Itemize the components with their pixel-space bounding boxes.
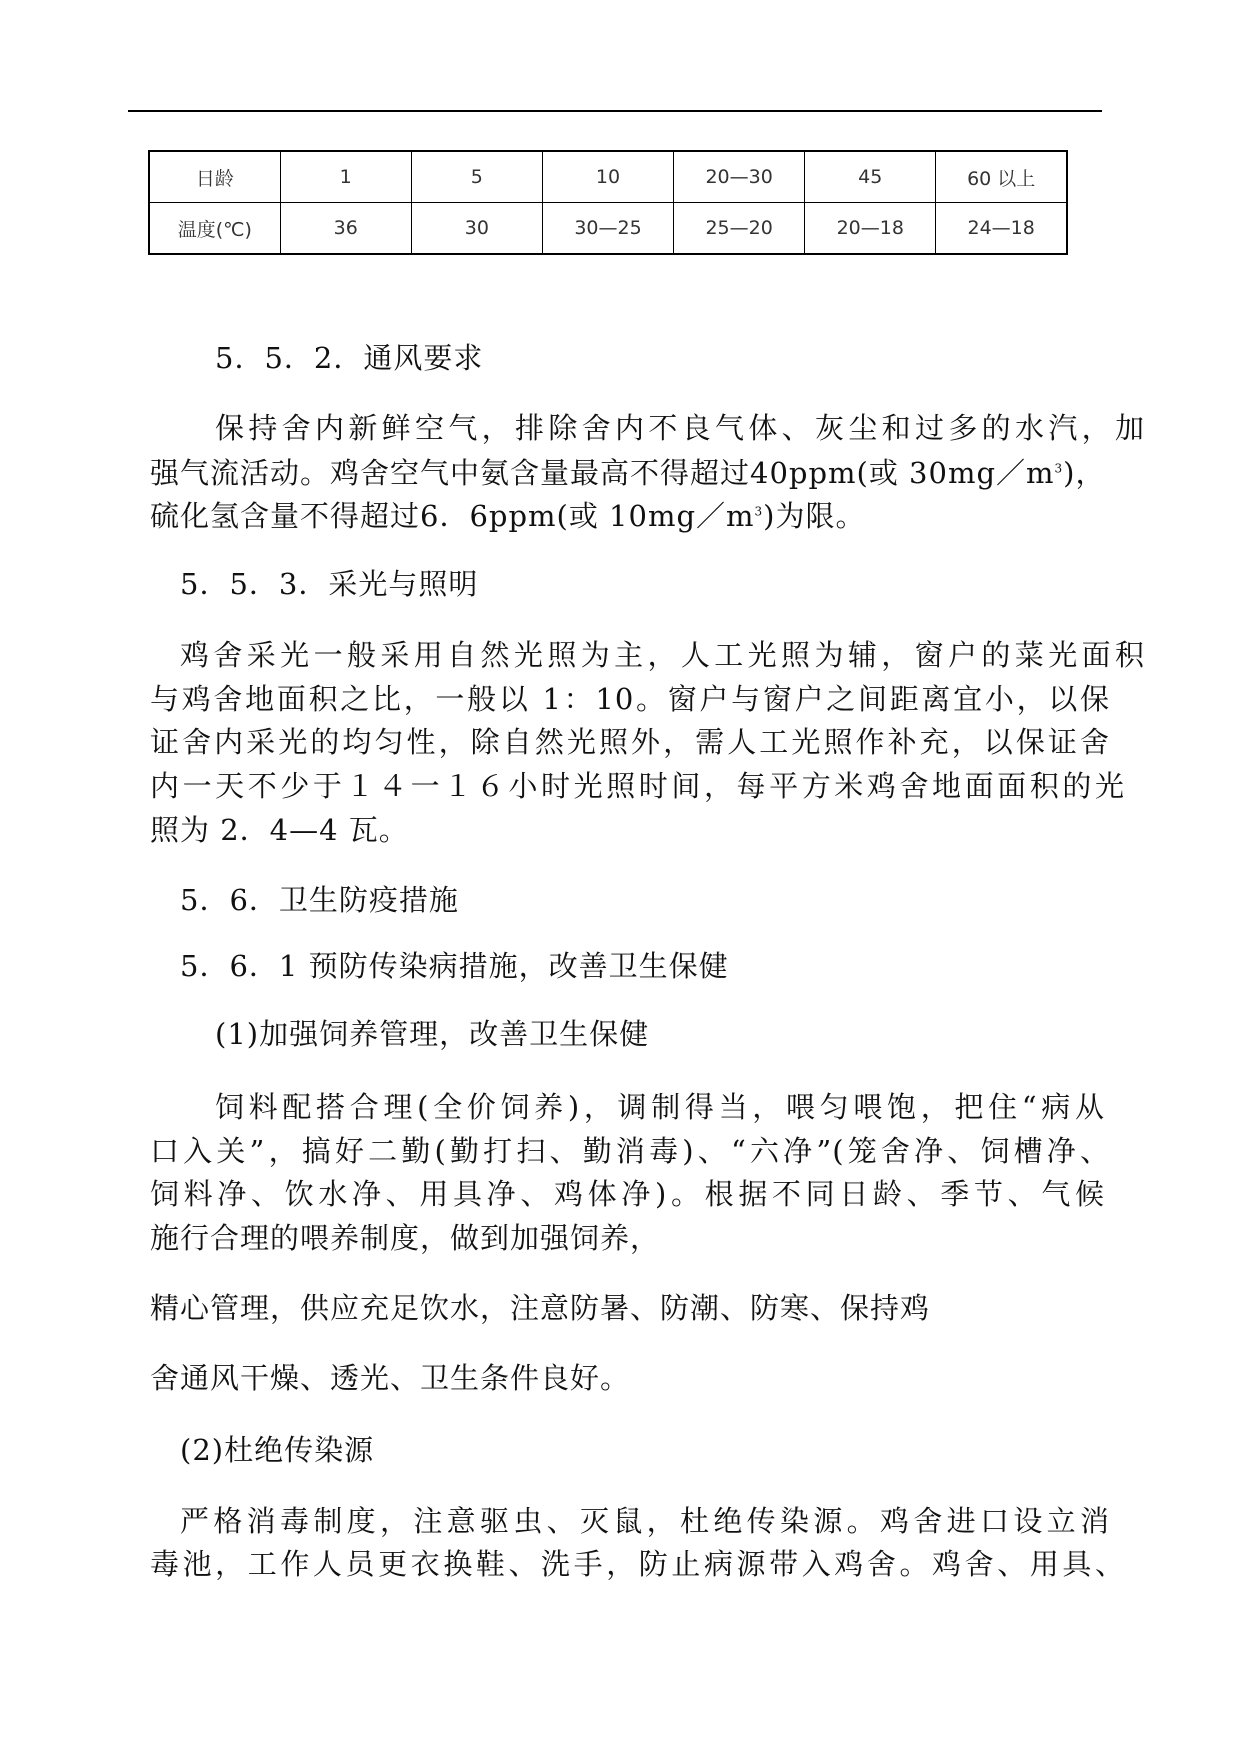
header-rule <box>128 110 1102 112</box>
superscript: 3 <box>754 504 764 519</box>
table-cell: 24—18 <box>936 203 1067 255</box>
section-heading-5-5-2: 5．5．2．通风要求 <box>215 341 484 375</box>
table-cell: 日龄 <box>149 151 280 203</box>
table-cell: 20—30 <box>674 151 805 203</box>
table-cell: 5 <box>411 151 542 203</box>
table-cell: 45 <box>805 151 936 203</box>
table-cell: 36 <box>280 203 411 255</box>
paragraph-line: 内一天不少于１４一１６小时光照时间，每平方米鸡舍地面面积的光 <box>150 769 1125 803</box>
paragraph-line: 精心管理，供应充足饮水，注意防暑、防潮、防寒、保持鸡 <box>150 1291 931 1325</box>
text-run: )， <box>1063 456 1106 490</box>
paragraph-line: 舍通风干燥、透光、卫生条件良好。 <box>150 1361 631 1395</box>
paragraph-line: 饲料净、饮水净、用具净、鸡体净)。根据不同日龄、季节、气候 <box>150 1177 1105 1211</box>
table-row <box>149 203 1067 255</box>
table-cell: 1 <box>280 151 411 203</box>
section-heading-5-5-3: 5．5．3．采光与照明 <box>180 567 479 601</box>
text-run: 硫化氢含量不得超过6．6ppm(或 10mg／m <box>150 499 755 533</box>
text-run: )为限。 <box>763 499 866 533</box>
subheading-2: (2)杜绝传染源 <box>180 1433 375 1467</box>
table-cell: 25—20 <box>674 203 805 255</box>
paragraph-line: 证舍内采光的均匀性，除自然光照外，需人工光照作补充，以保证舍 <box>150 725 1110 759</box>
paragraph-line: 鸡舍采光一般采用自然光照为主，人工光照为辅，窗户的菜光面积 <box>180 638 1145 672</box>
temperature-table <box>148 150 1068 255</box>
paragraph-line <box>150 498 866 534</box>
table-cell: 20—18 <box>805 203 936 255</box>
table-cell: 10 <box>542 151 673 203</box>
table-cell: 30 <box>411 203 542 255</box>
paragraph-line: 照为 2．4—4 瓦。 <box>150 813 409 847</box>
table-cell: 60 以上 <box>936 151 1067 203</box>
table-row <box>149 151 1067 203</box>
paragraph-line: 与鸡舍地面积之比，一般以 1：10。窗户与窗户之间距离宜小，以保 <box>150 682 1110 716</box>
section-heading-5-6-1: 5．6．1 预防传染病措施，改善卫生保健 <box>180 949 729 983</box>
paragraph-line: 严格消毒制度，注意驱虫、灭鼠，杜绝传染源。鸡舍进口设立消 <box>180 1504 1110 1538</box>
subheading-1: (1)加强饲养管理，改善卫生保健 <box>215 1017 650 1051</box>
text-run: 强气流活动。鸡舍空气中氨含量最高不得超过40ppm(或 30mg／m <box>150 456 1055 490</box>
superscript: 3 <box>1054 461 1064 476</box>
table-cell: 30—25 <box>542 203 673 255</box>
section-heading-5-6: 5．6．卫生防疫措施 <box>180 883 459 917</box>
paragraph-line <box>150 455 1140 491</box>
paragraph-line: 保持舍内新鲜空气，排除舍内不良气体、灰尘和过多的水汽，加 <box>215 411 1145 445</box>
paragraph-line: 口入关”，搞好二勤(勤打扫、勤消毒)、“六净”(笼舍净、饲槽净、 <box>150 1134 1110 1168</box>
table-cell: 温度(℃) <box>149 203 280 255</box>
paragraph-line: 施行合理的喂养制度，做到加强饲养， <box>150 1221 661 1255</box>
paragraph-line: 饲料配搭合理(全价饲养)，调制得当，喂匀喂饱，把住“病从 <box>215 1090 1105 1124</box>
paragraph-line: 毒池，工作人员更衣换鞋、洗手，防止病源带入鸡舍。鸡舍、用具、 <box>150 1547 1125 1581</box>
